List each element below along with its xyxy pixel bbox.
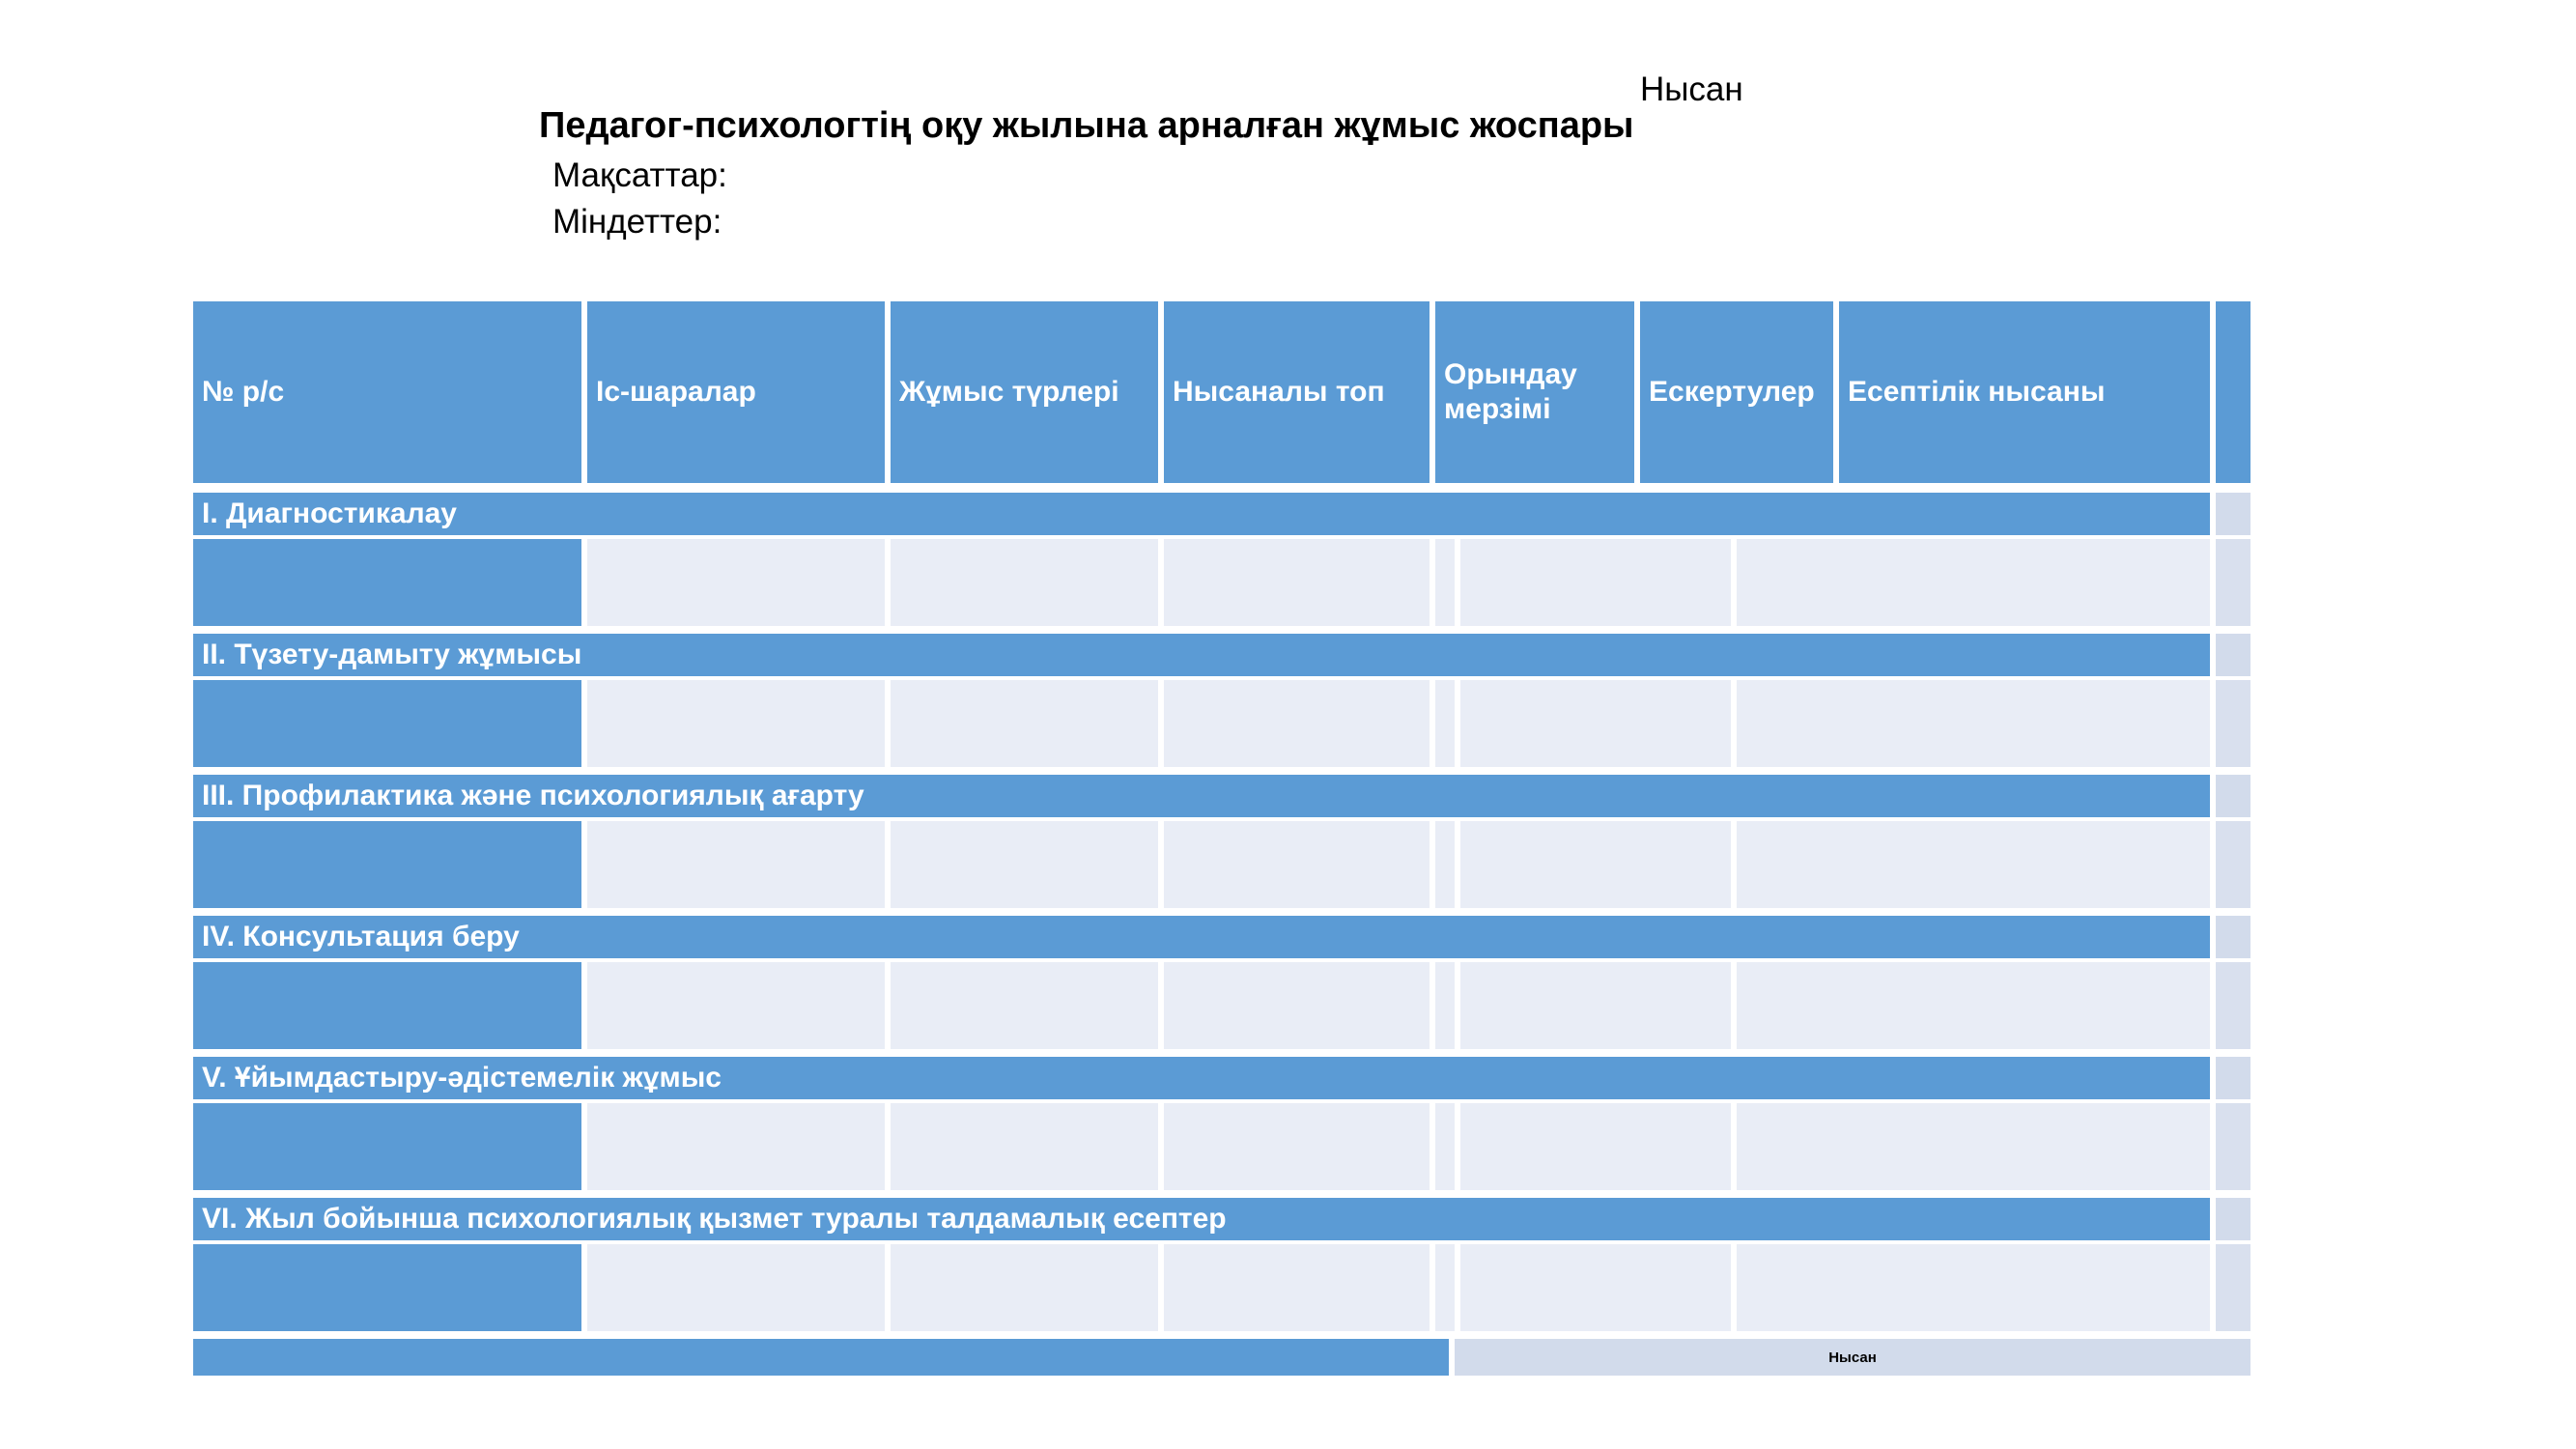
cell-work-types [891,1103,1158,1190]
row-side-cell [2216,962,2250,1049]
header-cell-work-types [891,301,1158,483]
section-side-cell [2216,1198,2250,1240]
cell-target-group [1164,962,1430,1049]
cell-report-form [1737,821,2210,908]
cell-target-group [1164,1103,1430,1190]
cell-target-group [1164,680,1430,767]
cell-activities [587,539,885,626]
section-row-4 [193,916,2250,958]
section-row-2 [193,634,2250,676]
cell-sliver [1435,1103,1455,1190]
section-side-cell [2216,493,2250,535]
cell-number [193,680,581,767]
table-row-3 [193,821,2250,908]
cell-deadline [1460,1103,1731,1190]
table-row-4 [193,962,2250,1049]
cell-report-form [1737,962,2210,1049]
header-label-notes: Ескертулер [1649,376,1815,408]
cell-number [193,962,581,1049]
section-row-6 [193,1198,2250,1240]
cell-activities [587,962,885,1049]
cell-work-types [891,680,1158,767]
row-side-cell [2216,821,2250,908]
cell-work-types [891,821,1158,908]
table-row-5 [193,1103,2250,1190]
cell-deadline [1460,1244,1731,1331]
header-cell-spacer [2216,301,2250,483]
section-row-3 [193,775,2250,817]
cell-number [193,821,581,908]
section-side-cell [2216,1057,2250,1099]
section-side-cell [2216,916,2250,958]
cell-sliver [1435,821,1455,908]
table-row-6 [193,1244,2250,1331]
cell-target-group [1164,539,1430,626]
cell-sliver [1435,680,1455,767]
goals-label: Мақсаттар: [552,156,727,194]
header-cell-report-form [1839,301,2210,483]
section-side-cell [2216,634,2250,676]
cell-deadline [1460,821,1731,908]
section-side-cell [2216,775,2250,817]
header-cell-deadline [1435,301,1634,483]
header-label-activities: Іс-шаралар [596,376,756,408]
cell-work-types [891,962,1158,1049]
header-cell-activities [587,301,885,483]
row-side-cell [2216,1244,2250,1331]
row-side-cell [2216,539,2250,626]
section-row-1 [193,493,2250,535]
cell-report-form [1737,680,2210,767]
cell-sliver [1435,962,1455,1049]
cell-deadline [1460,539,1731,626]
table-header-row [193,301,2250,483]
section-title-2: II. Түзету-дамыту жұмысы [193,634,2210,676]
section-title-3: III. Профилактика және психологиялық ағарту [193,775,2210,817]
cell-sliver [1435,539,1455,626]
cell-number [193,1103,581,1190]
cell-activities [587,1244,885,1331]
cell-sliver [1435,1244,1455,1331]
cell-activities [587,1103,885,1190]
table-row-1 [193,539,2250,626]
row-side-cell [2216,680,2250,767]
form-label-top: Нысан [1640,71,1743,108]
cell-number [193,1244,581,1331]
cell-work-types [891,539,1158,626]
cell-activities [587,821,885,908]
section-row-5 [193,1057,2250,1099]
cell-target-group [1164,1244,1430,1331]
work-plan-table [193,301,2250,1376]
header-cell-target-group [1164,301,1430,483]
table-footer-row [193,1339,2250,1376]
header-cell-notes [1640,301,1833,483]
cell-activities [587,680,885,767]
header-label-deadline: Орындау мерзімі [1444,358,1577,425]
header-label-number: № р/с [202,376,285,408]
cell-report-form [1737,1244,2210,1331]
row-side-cell [2216,1103,2250,1190]
footer-bar [193,1339,1449,1376]
cell-number [193,539,581,626]
table-row-2 [193,680,2250,767]
section-title-5: V. Ұйымдастыру-әдістемелік жұмыс [193,1057,2210,1099]
cell-deadline [1460,680,1731,767]
section-title-1: I. Диагностикалау [193,493,2210,535]
header-label-work-types: Жұмыс түрлері [899,376,1119,408]
cell-deadline [1460,962,1731,1049]
cell-target-group [1164,821,1430,908]
footer-form-label: Нысан [1455,1339,2250,1376]
cell-report-form [1737,1103,2210,1190]
section-title-4: IV. Консультация беру [193,916,2210,958]
tasks-label: Міндеттер: [552,203,722,241]
section-title-6: VI. Жыл бойынша психологиялық қызмет туралы талдамалық есептер [193,1198,2210,1240]
cell-work-types [891,1244,1158,1331]
header-label-report-form: Есептілік нысаны [1848,376,2106,408]
cell-report-form [1737,539,2210,626]
header-label-target-group: Нысаналы топ [1173,376,1385,408]
page-title: Педагог-психологтің оқу жылына арналған жұмыс жоспары [539,105,1634,146]
header-cell-number [193,301,581,483]
